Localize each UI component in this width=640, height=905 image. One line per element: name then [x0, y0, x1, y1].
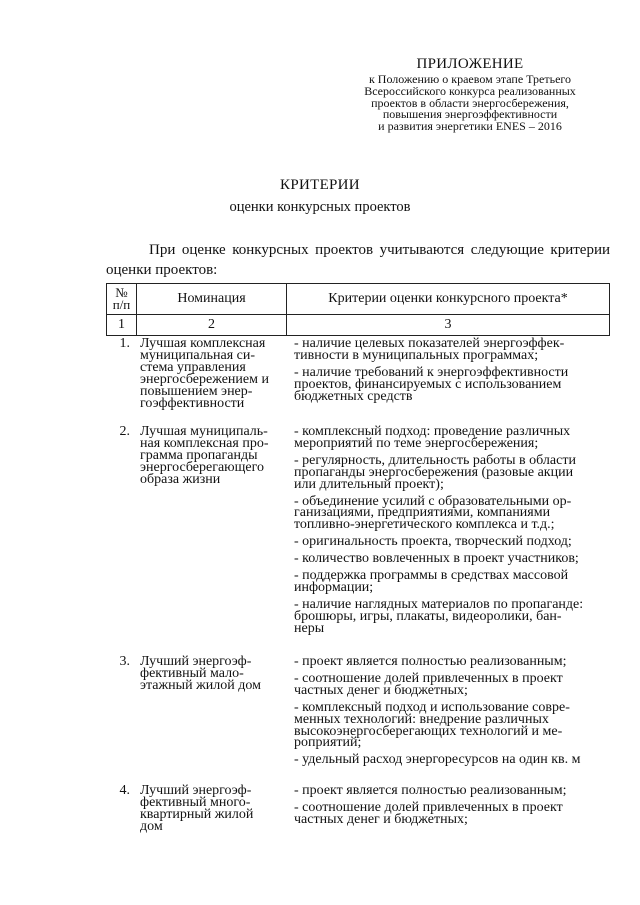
nomination-line: фективный мало- [140, 665, 244, 681]
nomination-cell [136, 656, 286, 692]
criterion-item [294, 670, 610, 698]
criterion-line: - удельный расход энергоресурсов на один кв. м [294, 752, 581, 768]
table-row [106, 338, 610, 409]
criterion-item [294, 754, 610, 766]
nomination-cell [136, 785, 286, 833]
criterion-item [294, 364, 610, 404]
criterion-line: пропаганды энергосбережения (разовые акции [294, 464, 574, 480]
nomination-line: ная комплексная про- [140, 435, 269, 451]
nomination-line: Лучший энергоэф- [140, 783, 252, 798]
criterion-item [294, 785, 610, 797]
criterion-line: бюджетных средств [294, 388, 413, 404]
criterion-line: информации; [294, 579, 374, 595]
criterion-line: частных денег и бюджетных; [294, 682, 468, 698]
criterion-line: - комплексный подход: проведение различных [294, 424, 571, 439]
criterion-line: высокоэнергосберегающих технологий и ме- [294, 723, 563, 739]
row-number: 2. [119, 424, 130, 439]
criteria-cell [286, 785, 610, 831]
criterion-line: - проект является полностью реализованным; [294, 654, 567, 669]
criterion-line: - поддержка программы в средствах массовой [294, 568, 569, 584]
nomination-line: повышением энер- [140, 383, 253, 399]
appendix-line: Всероссийского конкурса реализованных [364, 83, 576, 98]
nomination-line: стема управления [140, 359, 246, 375]
criterion-line: - оригинальность проекта, творческий подход; [294, 534, 572, 550]
nomination-line: квартирный жилой [140, 806, 254, 822]
criterion-line: - наличие требований к энергоэффективности [294, 364, 569, 380]
criterion-item [294, 553, 610, 565]
criterion-item [294, 536, 610, 548]
nomination-line: образа жизни [140, 471, 221, 487]
criterion-line: или длительный проект); [294, 476, 444, 492]
criterion-line: проектов, финансируемых с использованием [294, 376, 562, 392]
criterion-line: - регулярность, длительность работы в области [294, 452, 576, 468]
nomination-line: грамма пропаганды [140, 447, 258, 463]
nomination-line: энергосбережением и [140, 371, 269, 387]
appendix-heading: ПРИЛОЖЕНИЕ [416, 56, 524, 72]
criterion-line: - количество вовлеченных в проект участников; [294, 551, 579, 567]
appendix-block [360, 56, 580, 133]
criterion-item [294, 799, 610, 827]
criterion-item [294, 699, 610, 751]
criterion-line: неры [294, 620, 325, 636]
table-row [106, 656, 610, 771]
nomination-line: Лучший энергоэф- [140, 654, 252, 669]
criterion-line: частных денег и бюджетных; [294, 811, 468, 827]
criterion-line: брошюры, игры, плакаты, видеоролики, бан- [294, 608, 562, 624]
document-title: КРИТЕРИИ [280, 177, 360, 193]
criterion-item [294, 452, 610, 492]
intro-line: При оценке конкурсных проектов учитываются следующие критерии [149, 242, 610, 258]
criteria-cell [286, 656, 610, 771]
row-number: 3. [119, 654, 130, 669]
appendix-line: и развития энергетики ENES – 2016 [378, 119, 562, 134]
nomination-line: этажный жилой дом [140, 677, 261, 693]
criterion-item [294, 338, 610, 362]
nomination-line: Лучшая муниципаль- [140, 424, 268, 439]
criteria-cell [286, 426, 610, 640]
criterion-line: - объединение усилий с образовательными ор- [294, 493, 572, 509]
criterion-line: ганизациями, предприятиями, компаниями [294, 505, 551, 521]
criterion-line: тивности в муниципальных программах; [294, 347, 539, 363]
nomination-cell [136, 338, 286, 409]
row-number: 1. [119, 336, 130, 351]
criteria-cell [286, 338, 610, 408]
nomination-line: фективный много- [140, 794, 251, 810]
criterion-line: менных технологий: внедрение различных [294, 711, 549, 727]
nomination-cell [136, 426, 286, 486]
document-subtitle: оценки конкурсных проектов [229, 199, 411, 215]
criterion-line: - соотношение долей привлеченных в проект [294, 670, 563, 686]
criterion-item [294, 570, 610, 594]
criterion-line: топливно-энергетического комплекса и т.д.; [294, 517, 555, 533]
criterion-line: - комплексный подход и использование совре- [294, 699, 570, 715]
appendix-line: повышения энергоэффективности [382, 107, 558, 122]
intro-line: оценки проектов: [106, 262, 218, 278]
criterion-item [294, 656, 610, 668]
criterion-line: роприятий; [294, 735, 362, 751]
criterion-item [294, 426, 610, 450]
column-number: 2 [137, 315, 287, 336]
row-number: 4. [119, 783, 130, 798]
header-number [107, 284, 137, 315]
column-number: 1 [107, 315, 137, 336]
header-number-abbr: п/п [112, 297, 131, 312]
nomination-line: муниципальная си- [140, 347, 256, 363]
criterion-item [294, 493, 610, 533]
nomination-line: дом [140, 818, 163, 834]
table-row [106, 426, 610, 640]
table-row [106, 785, 610, 833]
header-criteria: Критерии оценки конкурсного проекта* [287, 284, 610, 315]
header-number-symbol: № [115, 285, 128, 300]
criterion-line: - наличие наглядных материалов по пропаганде: [294, 596, 584, 612]
criterion-item [294, 596, 610, 636]
criterion-line: - проект является полностью реализованным; [294, 783, 567, 798]
appendix-line: проектов в области энергосбережения, [371, 95, 569, 110]
criterion-line: - соотношение долей привлеченных в проект [294, 799, 563, 815]
criteria-table-header [106, 283, 610, 336]
nomination-line: гоэффективности [140, 395, 245, 411]
criterion-line: мероприятий по теме энергосбережения; [294, 435, 539, 451]
header-nomination: Номинация [137, 284, 287, 315]
criterion-line: - наличие целевых показателей энергоэффек- [294, 336, 565, 351]
intro-paragraph [106, 240, 610, 280]
column-number: 3 [287, 315, 610, 336]
nomination-line: Лучшая комплексная [140, 336, 266, 351]
appendix-line: к Положению о краевом этапе Третьего [368, 72, 572, 86]
nomination-line: энергосберегающего [140, 459, 265, 475]
